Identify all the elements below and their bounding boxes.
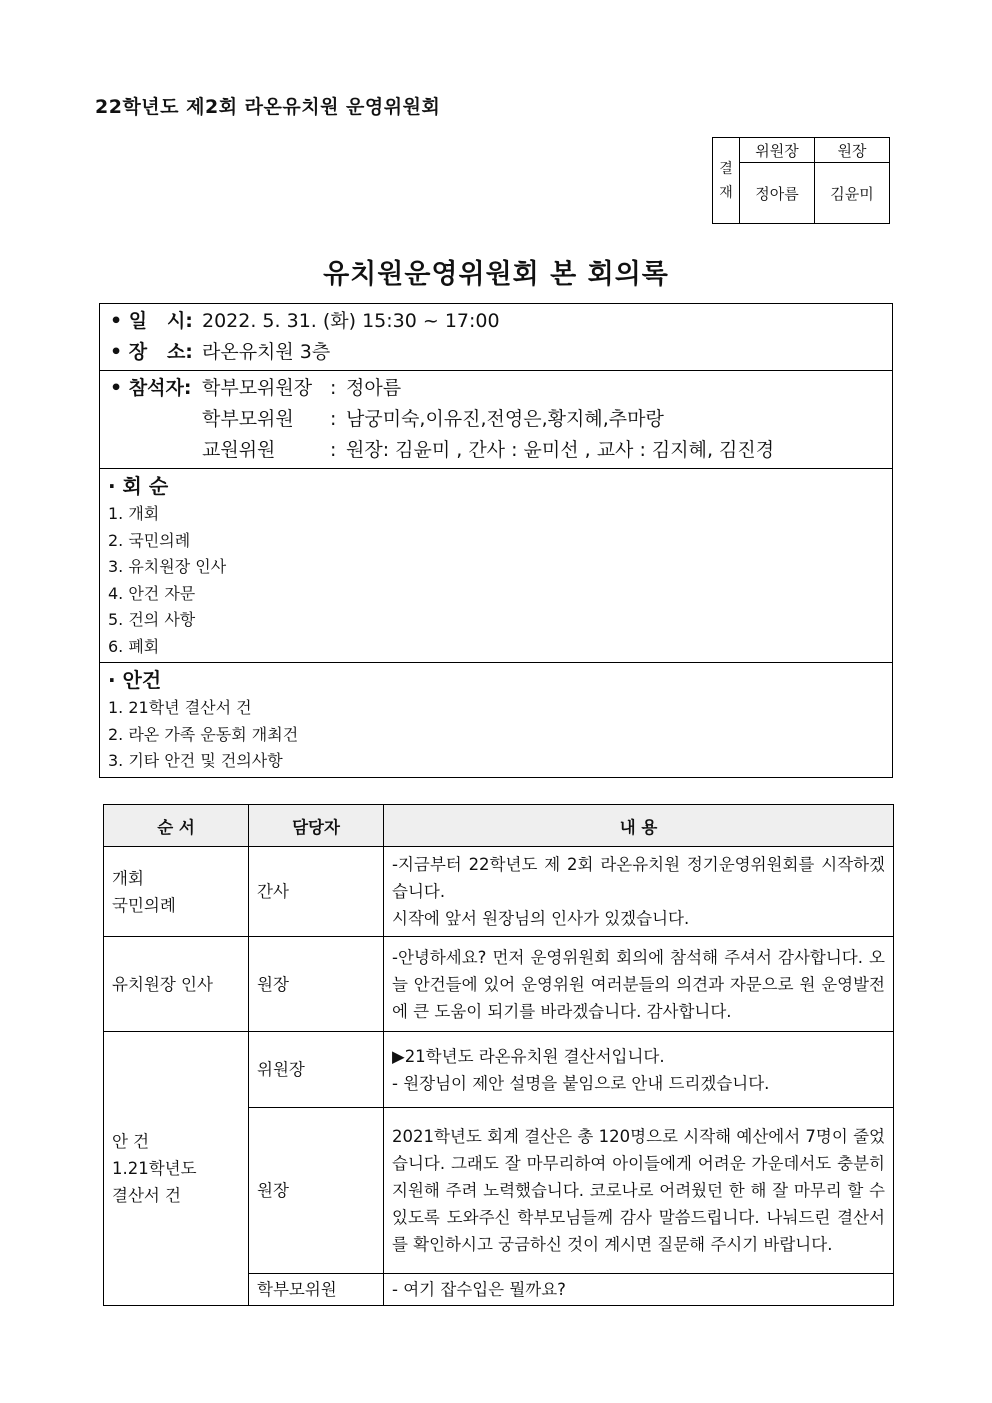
table-row <box>104 847 894 937</box>
column-header-order: 순 서 <box>104 805 249 847</box>
place-value: 라온유치원 3층 <box>202 341 331 363</box>
order-section <box>100 469 892 663</box>
approval-box <box>712 137 890 224</box>
order-cell: 유치원장 인사 <box>104 937 249 1032</box>
order-item: 4. 안건 자문 <box>108 583 196 603</box>
meeting-info-box <box>99 303 893 778</box>
place-row <box>100 337 892 368</box>
content-cell: -안녕하세요? 먼저 운영위원회 회의에 참석해 주셔서 감사합니다. 오늘 안건들에 있어 운영위원 여러분들의 의견과 자문으로 원 운영발전에 큰 도움이 되기를 바라겠습니다. 감사합니다. <box>384 937 894 1032</box>
approval-name-chair: 정아름 <box>740 163 815 224</box>
agenda-item: 2. 라온 가족 운동회 개최건 <box>108 724 299 744</box>
attendee-colon: : <box>330 439 337 461</box>
column-header-person: 담당자 <box>249 805 384 847</box>
person-cell: 원장 <box>249 1108 384 1274</box>
content-cell: - 여기 잡수입은 뭘까요? <box>384 1274 894 1306</box>
approval-name-principal: 김윤미 <box>815 163 890 224</box>
document-title: 유치원운영위원회 본 회의록 <box>323 259 669 290</box>
person-cell: 위원장 <box>249 1032 384 1108</box>
approval-header-principal: 원장 <box>815 138 890 163</box>
order-item: 6. 폐회 <box>108 636 160 656</box>
column-header-content: 내 용 <box>384 805 894 847</box>
attendee-colon: : <box>330 377 337 399</box>
attendee-role: 학부모위원 <box>202 408 294 430</box>
agenda-section <box>100 663 892 777</box>
content-cell: 2021학년도 회계 결산은 총 120명으로 시작해 예산에서 7명이 줄었습니다. 그래도 잘 마무리하여 아이들에게 어려운 가운데서도 충분히 지원해 주려 노력했습니다. 코로나로 어려웠던 한 해 잘 마무리 할 수 있도록 도와주신 학부모님들께 감사 말씀드립니다. 나눠드린 결산서를 확인하시고 궁금하신 것이 계시면 질문해 주시기 바랍니다. <box>384 1108 894 1274</box>
attendees-label: • 참석자: <box>110 377 192 399</box>
attendee-names: 원장: 김윤미 , 간사 : 윤미선 , 교사 : 김지혜, 김진경 <box>346 439 775 461</box>
table-row <box>104 937 894 1032</box>
order-heading: · 회 순 <box>108 474 169 498</box>
attendee-names: 정아름 <box>346 377 402 399</box>
header-title: 22학년도 제2회 라온유치원 운영위원회 <box>95 96 441 118</box>
attendee-role: 교원위원 <box>202 439 276 461</box>
table-row <box>104 1032 894 1108</box>
datetime-place-section <box>100 304 892 371</box>
attendee-colon: : <box>330 408 337 430</box>
attendee-role: 학부모위원장 <box>202 377 313 399</box>
approval-side-label: 결 재 <box>713 138 740 224</box>
approval-header-chair: 위원장 <box>740 138 815 163</box>
date-value: 2022. 5. 31. (화) 15:30 ~ 17:00 <box>202 310 500 332</box>
person-cell: 학부모위원 <box>249 1274 384 1306</box>
person-cell: 원장 <box>249 937 384 1032</box>
attendees-row-2 <box>100 404 892 435</box>
agenda-item: 1. 21학년 결산서 건 <box>108 698 252 717</box>
order-item: 1. 개회 <box>108 504 160 523</box>
content-cell: -지금부터 22학년도 제 2회 라온유치원 정기운영위원회를 시작하겠습니다. 시작에 앞서 원장님의 인사가 있겠습니다. <box>384 847 894 937</box>
agenda-heading: · 안건 <box>108 668 162 692</box>
minutes-table <box>103 804 894 1306</box>
agenda-item: 3. 기타 안건 및 건의사항 <box>108 751 283 770</box>
attendees-row-1 <box>100 373 892 404</box>
content-cell: ▶21학년도 라온유치원 결산서입니다. - 원장님이 제안 설명을 붙임으로 안내 드리겠습니다. <box>384 1032 894 1108</box>
date-label: • 일 시: <box>110 310 193 332</box>
order-cell: 안 건 1.21학년도 결산서 건 <box>104 1032 249 1306</box>
place-label: • 장 소: <box>110 341 193 363</box>
order-item: 2. 국민의례 <box>108 530 191 550</box>
date-row <box>100 306 892 337</box>
minutes-header-row <box>104 805 894 847</box>
order-item: 3. 유치원장 인사 <box>108 557 227 576</box>
attendee-names: 남궁미숙,이유진,전영은,황지혜,추마랑 <box>346 408 664 430</box>
person-cell: 간사 <box>249 847 384 937</box>
attendees-row-3 <box>100 435 892 466</box>
order-item: 5. 건의 사항 <box>108 610 196 629</box>
attendees-section <box>100 371 892 469</box>
order-cell: 개회 국민의례 <box>104 847 249 937</box>
